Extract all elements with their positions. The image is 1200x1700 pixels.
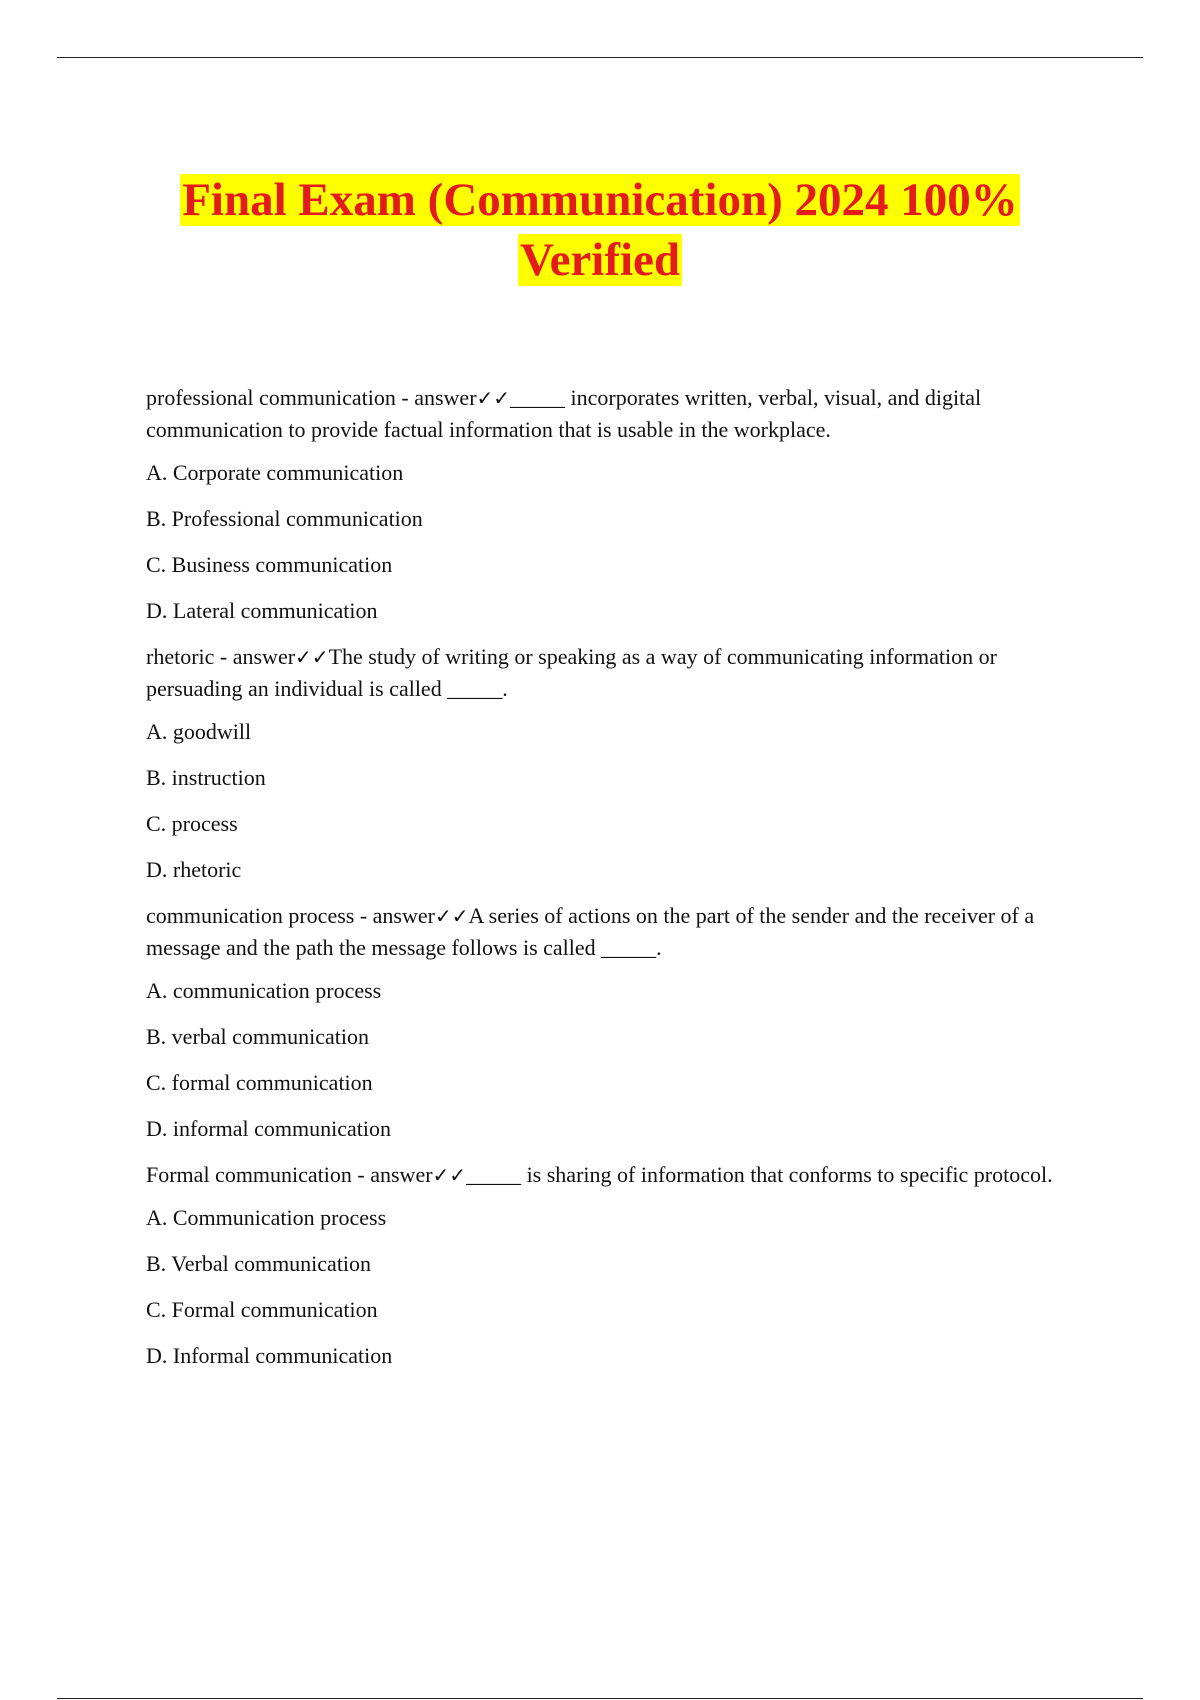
answer-option: D. Lateral communication: [146, 598, 378, 623]
question-term: professional communication - answer: [146, 385, 477, 410]
answer-option: B. Professional communication: [146, 506, 423, 531]
answer-option: A. communication process: [146, 978, 382, 1003]
title-line-2: Verified: [519, 234, 681, 286]
answer-option: C. Business communication: [146, 552, 393, 577]
question-text: [146, 900, 1086, 964]
question-list: [146, 382, 1086, 1386]
document-title: [0, 170, 1200, 290]
checkmark-icon: ✓✓: [295, 645, 329, 669]
answer-option: B. Verbal communication: [146, 1251, 372, 1276]
answer-option: C. process: [146, 811, 238, 836]
answer-option: C. formal communication: [146, 1070, 373, 1095]
answer-option: A. goodwill: [146, 719, 252, 744]
answer-option: A. Corporate communication: [146, 460, 404, 485]
question-text: [146, 641, 1086, 705]
answer-option: D. rhetoric: [146, 857, 242, 882]
checkmark-icon: ✓✓: [432, 1163, 467, 1187]
question-text: [146, 1159, 1086, 1191]
question-term: rhetoric - answer: [146, 644, 296, 669]
answer-option: D. informal communication: [146, 1116, 391, 1141]
question-block-2: [146, 641, 1086, 900]
checkmark-icon: ✓✓: [434, 904, 469, 928]
title-line-1: Final Exam (Communication) 2024 100%: [182, 174, 1018, 226]
answer-option: A. Communication process: [146, 1205, 387, 1230]
answer-option: C. Formal communication: [146, 1297, 378, 1322]
question-text: [146, 382, 1086, 446]
answer-option: B. verbal communication: [146, 1024, 369, 1049]
question-block-1: [146, 382, 1086, 641]
checkmark-icon: ✓✓: [476, 386, 511, 410]
answer-option: D. Informal communication: [146, 1343, 393, 1368]
answer-option: B. instruction: [146, 765, 266, 790]
header-rule: [57, 57, 1143, 58]
question-term: Formal communication - answer: [146, 1162, 433, 1187]
question-block-3: [146, 900, 1086, 1159]
question-body: _____ incorporates written, verbal, visual, and digital communication to provide factual information that is usable in the workplace.: [146, 385, 982, 442]
question-body: The study of writing or speaking as a way of communicating information or persuading an individual is called _____.: [146, 644, 997, 701]
question-term: communication process - answer: [146, 903, 435, 928]
question-block-4: [146, 1159, 1086, 1386]
question-body: _____ is sharing of information that conforms to specific protocol.: [466, 1162, 1053, 1187]
footer-rule: [57, 1698, 1143, 1699]
question-body: A series of actions on the part of the sender and the receiver of a message and the path the message follows is called _____.: [146, 903, 1035, 960]
